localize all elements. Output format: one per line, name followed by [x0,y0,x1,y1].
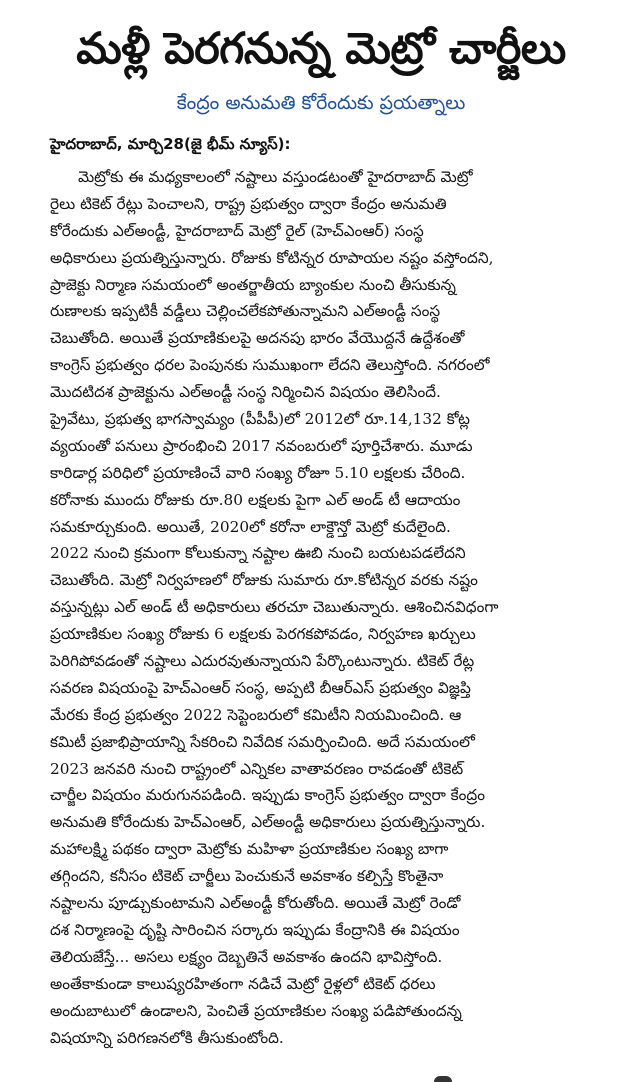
subheadline: కేంద్రం అనుమతి కోరేందుకు ప్రయత్నాలు [176,92,466,114]
article-line: అందుబాటులో ఉండాలని, పెంచితే ప్రయాణికుల సంఖ్య పడిపోతుందన్న [50,1001,462,1020]
article-body [50,164,592,1051]
article-line: తగ్గిందని, కనీసం టికెట్ చార్జీలు పెంచుకునే అవకాశం కల్పిస్తే కొంతైనా [50,867,444,886]
article-line: రుణాలకు ఇప్పటికీ వడ్డీలు చెల్లించలేకపోతున్నామని ఎల్అండ్టీ సంస్థ [50,302,441,321]
dateline: హైదరాబాద్, మార్చి28(జై భీమ్ న్యూస్): [50,135,291,153]
article-line: కమిటీ ప్రజాభిప్రాయాన్ని సేకరించి నివేదిక సమర్పించింది. అదే సమయంలో [50,732,475,751]
article-line: అధికారులు ప్రయత్నిస్తున్నారు. రోజుకు కోటిన్నర రూపాయల నష్టం వస్తోందని, [50,248,494,267]
article-line: అనుమతి కోరేందుకు హెచ్ఎంఆర్, ఎల్అండ్టీ అధికారులు ప్రయత్నిస్తున్నారు. [50,813,486,832]
article-line: ప్రయాణికుల సంఖ్య రోజుకు 6 లక్షలకు పెరగకపోవడం, నిర్వహణ ఖర్చులు [50,625,476,644]
article-line: నష్టాలను పూడ్చుకుంటామని ఎల్అండ్టీ కోరుతోంది. అయితే మెట్రో రెండో [50,894,461,913]
article-line: వస్తున్నట్లు ఎల్ అండ్ టీ అధికారులు తరచూ చెబుతున్నారు. ఆశించినవిధంగా [50,598,499,617]
article-line: మొదటిదశ ప్రాజెక్టును ఎల్అండ్టీ సంస్థ నిర్మించిన విషయం తెలిసిందే. [50,383,441,402]
article-line: విషయాన్ని పరిగణనలోకి తీసుకుంటోంది. [50,1028,284,1047]
article-line: సవరణ విషయంపై హెచ్ఎంఆర్ సంస్థ, అప్పటి బీఆర్ఎస్ ప్రభుత్వం విజ్ఞప్తి [50,678,471,697]
article-line: పెరిగిపోవడంతో నష్టాలు ఎదురవుతున్నాయని పేర్కొంటున్నారు. టికెట్ రేట్ల [50,652,475,671]
article-line: సమకూర్చుకుంది. అయితే, 2020లో కరోనా లాక్డౌన్తో మెట్రో కుదేలైంది. [50,517,451,536]
article-line: మేరకు కేంద్ర ప్రభుత్వం 2022 సెప్టెంబరులో కమిటీని నియమించింది. ఆ [50,705,462,724]
article-line: రైలు టికెట్ రేట్లు పెంచాలని, రాష్ట్ర ప్రభుత్వం ద్వారా కేంద్రం అనుమతి [50,194,447,213]
article-line: 2022 నుంచి క్రమంగా కోలుకున్నా నష్టాల ఊబి నుంచి బయటపడలేదని [50,544,466,563]
article-line: కారిడార్ల పరిధిలో ప్రయాణించే వారి సంఖ్య రోజూ 5.10 లక్షలకు చేరింది. [50,463,466,482]
article-line: ప్రాజెక్టు నిర్మాణ సమయంలో అంతర్జాతీయ బ్యాంకుల నుంచి తీసుకున్న [50,275,456,294]
article-line: దశ నిర్మాణంపై దృష్టి సారించిన సర్కారు ఇప్పుడు కేంద్రానికి ఈ విషయం [50,920,460,939]
article-line: వ్యయంతో పనులు ప్రారంభించి 2017 నవంబరులో పూర్తిచేశారు. మూడు [50,436,473,455]
article-line: మెట్రోకు ఈ మధ్యకాలంలో నష్టాలు వస్తుండటంతో హైదరాబాద్ మెట్రో [78,168,473,186]
article-line: 2023 జనవరి నుంచి రాష్ట్రంలో ఎన్నికల వాతావరణం రావడంతో టికెట్ [50,759,464,778]
article-line: చెబుతోంది. మెట్రో నిర్వహణలో రోజుకు సుమారు రూ.కోటిన్నర వరకు నష్టం [50,571,478,590]
article-line: చార్జీల విషయం మరుగునపడింది. ఇప్పుడు కాంగ్రెస్ ప్రభుత్వం ద్వారా కేంద్రం [50,786,485,805]
article-line: అంతేకాకుండా కాలుష్యరహితంగా నడిచే మెట్రో రైళ్లలో టికెట్ ధరలు [50,974,436,993]
headline: మళ్లీ పెరగనున్న మెట్రో చార్జీలు [76,24,566,74]
page-edge-mark [434,1076,452,1082]
article-line: ప్రైవేటు, ప్రభుత్వ భాగస్వామ్యం (పీపీపీ)లో 2012లో రూ.14,132 కోట్ల [50,410,470,429]
article-line: కాంగ్రెస్ ప్రభుత్వం ధరల పెంపునకు సుముఖంగా లేదని తెలుస్తోంది. నగరంలో [50,356,490,375]
article-line: కోరేందుకు ఎల్అండ్టీ, హైదరాబాద్ మెట్రో రైల్ (హెచ్ఎంఆర్) సంస్థ [50,221,424,240]
article-line: మహాలక్ష్మి పథకం ద్వారా మెట్రోకు మహిళా ప్రయాణికుల సంఖ్య బాగా [50,840,449,859]
article-line: తెలియజేస్తే... అసలు లక్ష్యం దెబ్బతినే అవకాశం ఉందని భావిస్తోంది. [50,947,443,966]
article-line: కరోనాకు ముందు రోజుకు రూ.80 లక్షలకు పైగా ఎల్ అండ్ టీ ఆదాయం [50,490,461,509]
article-line: చెబుతోంది. అయితే ప్రయాణికులపై అదనపు భారం వేయొద్దనే ఉద్దేశంతో [50,329,465,348]
